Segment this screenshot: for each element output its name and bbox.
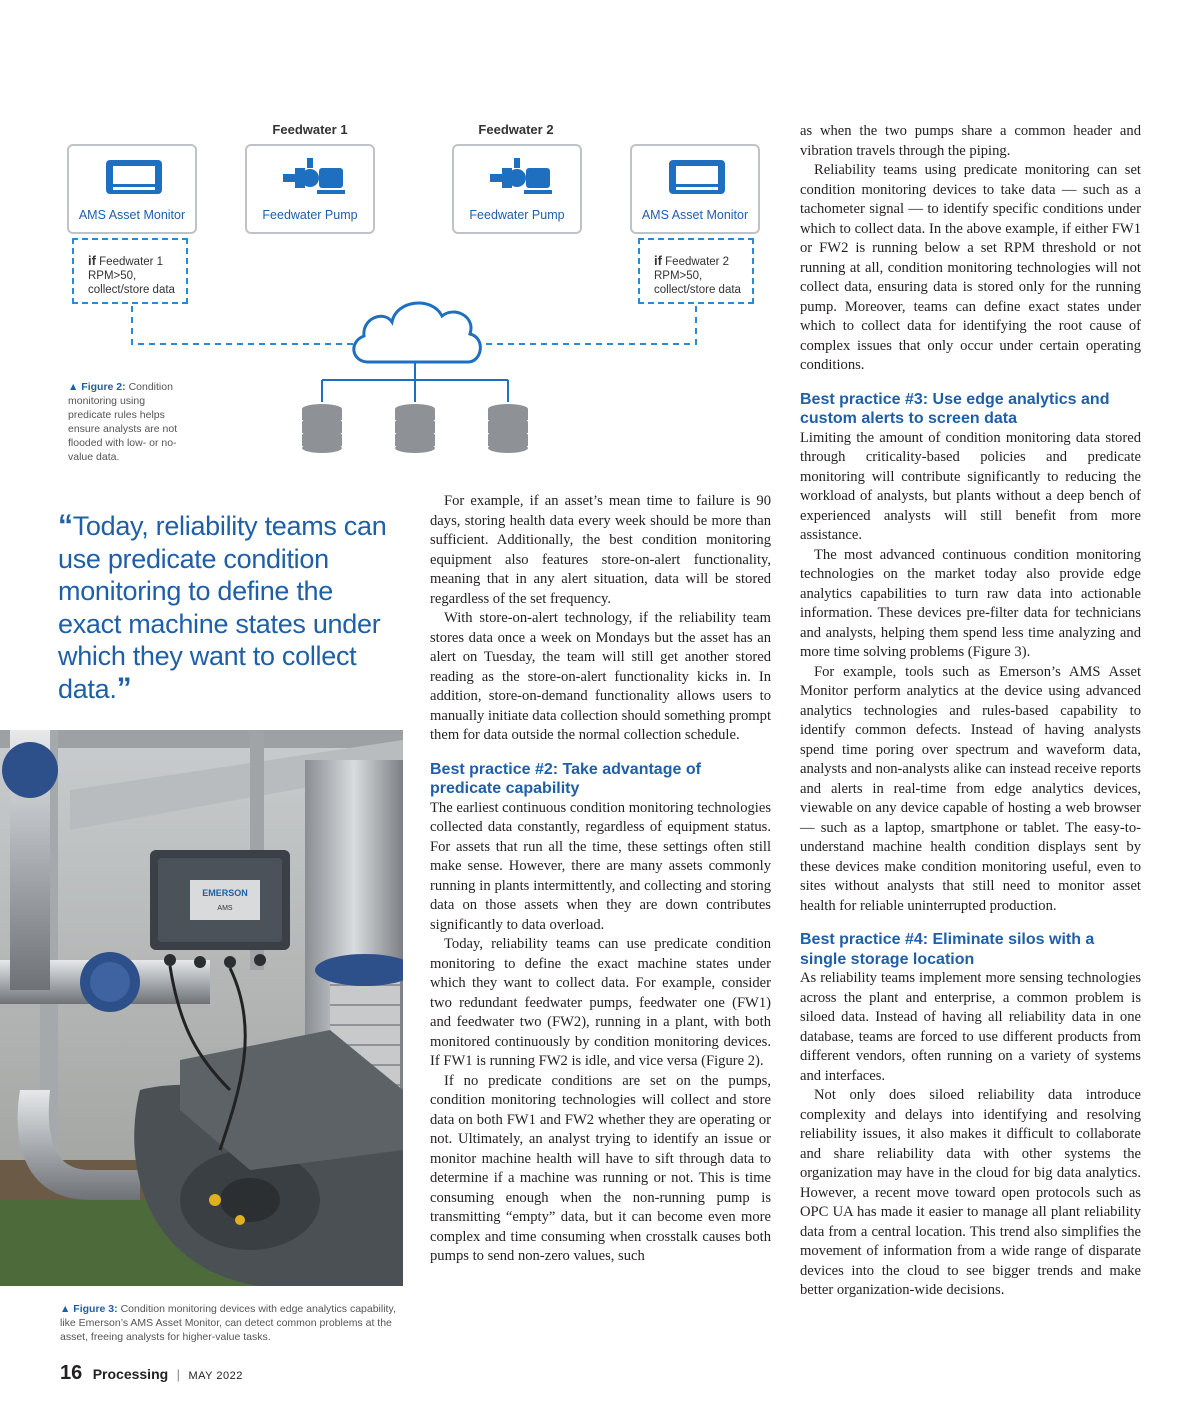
rule-threshold: RPM>50,	[654, 270, 703, 282]
paragraph: The earliest continuous condition monitoring technologies collected data constantly, regardless of equipment status. For assets that run all the time, these settings often still make sense. However, there are many assets commonly running in plants intermittently, and collecting and storing data on those assets when they are down contributes significantly to data overload.	[430, 799, 771, 933]
figure-3-caption	[60, 1302, 400, 1344]
pull-quote	[58, 510, 403, 705]
database-icon	[302, 404, 528, 453]
paragraph: Not only does siloed reliability data introduce complexity and delays into identifying and resolving reliability issues, it also makes it difficult to collaborate and share reliability data with other systems the organization may have in the cloud for big data analytics. However, a recent move toward open protocols such as OPC UA has made it easier to manage all plant reliability data from a central location. This trend also simplifies the movement of information from a wide range of disparate devices into the cloud to see bigger trends and make better organization-wide decisions.	[800, 1087, 1141, 1298]
figure-2-label: ▲ Figure 2:	[68, 381, 126, 393]
rule-condition: Feedwater 2	[665, 256, 730, 268]
rule-threshold: RPM>50,	[88, 270, 137, 282]
cloud-icon	[354, 303, 481, 362]
pull-quote-text: Today, reliability teams can use predicate condition monitoring to define the exact machine states under which they want to collect data.	[58, 511, 387, 704]
article-column-3	[800, 122, 1141, 1301]
rule-if-keyword: if	[88, 253, 96, 268]
feedwater-pump-box-left	[245, 144, 375, 234]
article-column-2	[430, 492, 771, 1267]
feedwater-2-title: Feedwater 2	[478, 122, 554, 137]
paragraph: As reliability teams implement more sensing technologies across the plant and enterprise, a common problem is siloed data. Instead of having all reliability data in one database, teams are forced to use different products from different vendors, often running on a variety of systems and interfaces.	[800, 970, 1141, 1084]
rule-condition: Feedwater 1	[99, 256, 164, 268]
figure-3-photo	[0, 730, 403, 1286]
rule-if-keyword: if	[654, 253, 662, 268]
publication-name: Processing	[92, 1366, 169, 1382]
paragraph: Today, reliability teams can use predicate condition monitoring to define the exact machine states under which they want to collect data. For example, consider two redundant feedwater pumps, feedwater one (FW1) and feedwater two (FW2), running in a plant, with both monitored continuously by condition monitoring devices. If FW1 is running FW2 is idle, and vice versa (Figure 2).	[430, 936, 771, 1069]
footer-separator: |	[176, 1367, 181, 1382]
feedwater-pump-box-right	[452, 144, 582, 234]
figure-3-label: ▲ Figure 3:	[60, 1303, 118, 1315]
paragraph: If no predicate conditions are set on the pumps, condition monitoring technologies will collect and store data on both FW1 and FW2 whether they are operating or not. Ultimately, an analyst trying to identify an issue or monitor machine health will have to sift through data to determine if a machine was running or not. This is time consuming enough when the non-running pump is transmitting “empty” data, but it can become even more complex and time consuming when crosstalk causes both pumps to send non-zero values, such	[430, 1072, 771, 1264]
asset-monitor-box-left	[67, 144, 197, 234]
pump-icon	[454, 154, 584, 202]
pump-icon	[247, 154, 377, 202]
section-heading: Best practice #3: Use edge analytics and custom alerts to screen data	[800, 390, 1110, 427]
predicate-rule-left	[72, 238, 188, 304]
feedwater-pump-label: Feedwater Pump	[469, 208, 565, 222]
open-quote-mark: “	[58, 509, 73, 542]
section-heading: Best practice #4: Eliminate silos with a single storage location	[800, 931, 1095, 968]
page-footer	[60, 1362, 243, 1385]
paragraph: With store-on-alert technology, if the reliability team stores data once a week on Mondays but the asset has an alert on Tuesday, the team will still get another stored reading as the store-on-alert functionality kicks in. In addition, store-on-demand functionality allows users to manually initiate data collection should something prompt them for data outside the normal collection schedule.	[430, 610, 771, 743]
paragraph: as when the two pumps share a common header and vibration travels through the piping.	[800, 123, 1141, 159]
asset-monitor-icon	[69, 154, 199, 202]
asset-monitor-label: AMS Asset Monitor	[641, 208, 749, 222]
issue-date: MAY 2022	[188, 1370, 243, 1382]
paragraph: The most advanced continuous condition monitoring technologies on the market today also provide edge analytics capabilities to turn raw data into actionable information. These devices pre-filter data for technicians and analysts, helping them spend less time analyzing and more time solving problems (Figure 3).	[800, 546, 1141, 660]
figure-3-text: Condition monitoring devices with edge analytics capability, like Emerson’s AMS Asset Monitor, can detect common problems at the asset, freeing analysts for higher-value tasks.	[60, 1303, 396, 1343]
close-quote-mark: ”	[116, 671, 132, 705]
paragraph: For example, tools such as Emerson’s AMS Asset Monitor perform analytics at the device using advanced analytics technologies and rules-based capability to identify common defects. Instead of having analysts spend time poring over spectrum and waveform data, analysts and non-analysts alike can instead receive reports and alerts in real-time from edge analytics devices, viewable on any device capable of hosting a web browser — such as a laptop, smartphone or tablet. The easy-to-understand machine health condition displays sent by these devices make condition monitoring useful, even to sites without analysts that still need to monitor asset health for reliable uninterrupted production.	[800, 663, 1141, 914]
rule-action: collect/store data	[88, 284, 175, 296]
paragraph: Reliability teams using predicate monitoring can set condition monitoring devices to take data — such as a tachometer signal — to identify specific conditions under which to collect data. In the above example, if either FW1 or FW2 is running below a set RPM threshold or not running at all, condition monitoring technologies will not collect data, ensuring data is stored only for the running pump. Moreover, teams can define exact states under which to collect data for identifying the root cause of complex issues that only occur under certain operating conditions.	[800, 162, 1141, 373]
figure-2-text: Condition monitoring using predicate rules helps ensure analysts are not flooded with low- or no-value data.	[68, 381, 178, 463]
feedwater-1-title: Feedwater 1	[272, 122, 348, 137]
predicate-rule-right	[638, 238, 754, 304]
device-model-text: AMS	[217, 905, 233, 912]
rule-action: collect/store data	[654, 284, 741, 296]
asset-monitor-box-right	[630, 144, 760, 234]
asset-monitor-label: AMS Asset Monitor	[78, 208, 186, 222]
section-heading: Best practice #2: Take advantage of predicate capability	[430, 760, 701, 797]
figure-2-caption	[68, 380, 190, 464]
paragraph: Limiting the amount of condition monitoring data stored through criticality-based policies and predicate monitoring will contribute significantly to reducing the workload of analysts, but plants without a deep bench of experienced analysts will still benefit from more assistance.	[800, 429, 1141, 543]
feedwater-pump-label: Feedwater Pump	[262, 208, 358, 222]
page-number: 16	[60, 1362, 83, 1384]
asset-monitor-icon	[632, 154, 762, 202]
equipment-photo-image	[0, 730, 403, 1286]
device-brand-text: EMERSON	[202, 888, 248, 898]
paragraph: For example, if an asset’s mean time to failure is 90 days, storing health data every week should be more than sufficient. Additionally, the best condition monitoring equipment also features store-on-alert functionality, meaning that in any alert situation, data will be stored regardless of the set frequency.	[430, 493, 771, 607]
